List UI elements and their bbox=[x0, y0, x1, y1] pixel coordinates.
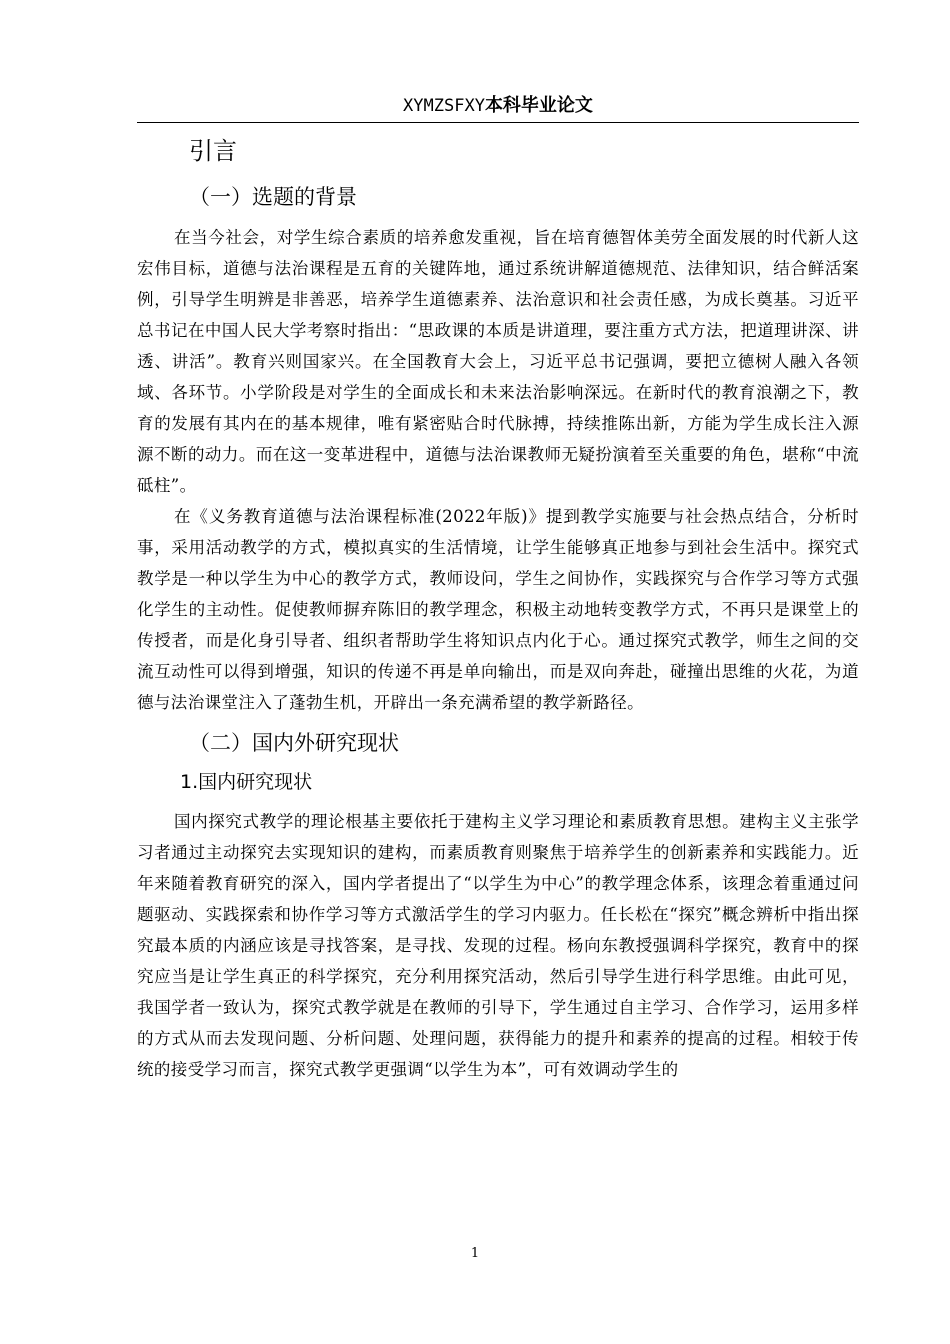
header-title: 本科毕业论文 bbox=[484, 95, 593, 116]
section-background-heading: （一）选题的背景 bbox=[189, 185, 357, 209]
intro-title: 引言 bbox=[189, 137, 237, 165]
header-school-code: XYMZSFXY bbox=[403, 96, 485, 116]
domestic-research-heading: 1.国内研究现状 bbox=[180, 771, 313, 793]
background-paragraph-1: 在当今社会，对学生综合素质的培养愈发重视，旨在培育德智体美劳全面发展的时代新人这宏伟目标，道德与法治课程是五育的关键阵地，通过系统讲解道德规范、法律知识，结合鲜活案例，引导学生明辨是非善恶，培养学生道德素养、法治意识和社会责任感，为成长奠基。习近平总书记在中国人民大学考察时指出：“思政课的本质是讲道理，要注重方式方法，把道理讲深、讲透、讲活”。教育兴则国家兴。在全国教育大会上，习近平总书记强调，要把立德树人融入各领域、各环节。小学阶段是对学生的全面成长和未来法治影响深远。在新时代的教育浪潮之下，教育的发展有其内在的基本规律，唯有紧密贴合时代脉搏，持续推陈出新，方能为学生成长注入源源不断的动力。而在这一变革进程中，道德与法治课教师无疑扮演着至关重要的角色，堪称“中流砥柱”。 bbox=[137, 228, 859, 495]
running-header bbox=[137, 93, 859, 123]
background-paragraph-2: 在《义务教育道德与法治课程标准(2022年版)》提到教学实施要与社会热点结合，分析时事，采用活动教学的方式，模拟真实的生活情境，让学生能够真正地参与到社会生活中。探究式教学是一种以学生为中心的教学方式，教师设问，学生之间协作，实践探究与合作学习等方式强化学生的主动性。促使教师摒弃陈旧的教学理念，积极主动地转变教学方式，不再只是课堂上的传授者，而是化身引导者、组织者帮助学生将知识点内化于心。通过探究式教学，师生之间的交流互动性可以得到增强，知识的传递不再是单向输出，而是双向奔赴，碰撞出思维的火花，为道德与法治课堂注入了蓬勃生机，开辟出一条充满希望的教学新路径。 bbox=[137, 507, 859, 712]
document-body bbox=[137, 134, 859, 1085]
section-research-status-heading: （二）国内外研究现状 bbox=[189, 731, 399, 755]
domestic-research-paragraph: 国内探究式教学的理论根基主要依托于建构主义学习理论和素质教育思想。建构主义主张学习者通过主动探究去实现知识的建构，而素质教育则聚焦于培养学生的创新素养和实践能力。近年来随着教育研究的深入，国内学者提出了“以学生为中心”的教学理念体系，该理念着重通过问题驱动、实践探索和协作学习等方式激活学生的学习内驱力。任长松在“探究”概念辨析中指出探究最本质的内涵应该是寻找答案，是寻找、发现的过程。杨向东教授强调科学探究，教育中的探究应当是让学生真正的科学探究，充分利用探究活动，然后引导学生进行科学思维。由此可见，我国学者一致认为，探究式教学就是在教师的引导下，学生通过自主学习、合作学习，运用多样的方式从而去发现问题、分析问题、处理问题，获得能力的提升和素养的提高的过程。相较于传统的接受学习而言，探究式教学更强调“以学生为本”，可有效调动学生的 bbox=[137, 812, 859, 1079]
page-number: 1 bbox=[470, 1246, 480, 1261]
